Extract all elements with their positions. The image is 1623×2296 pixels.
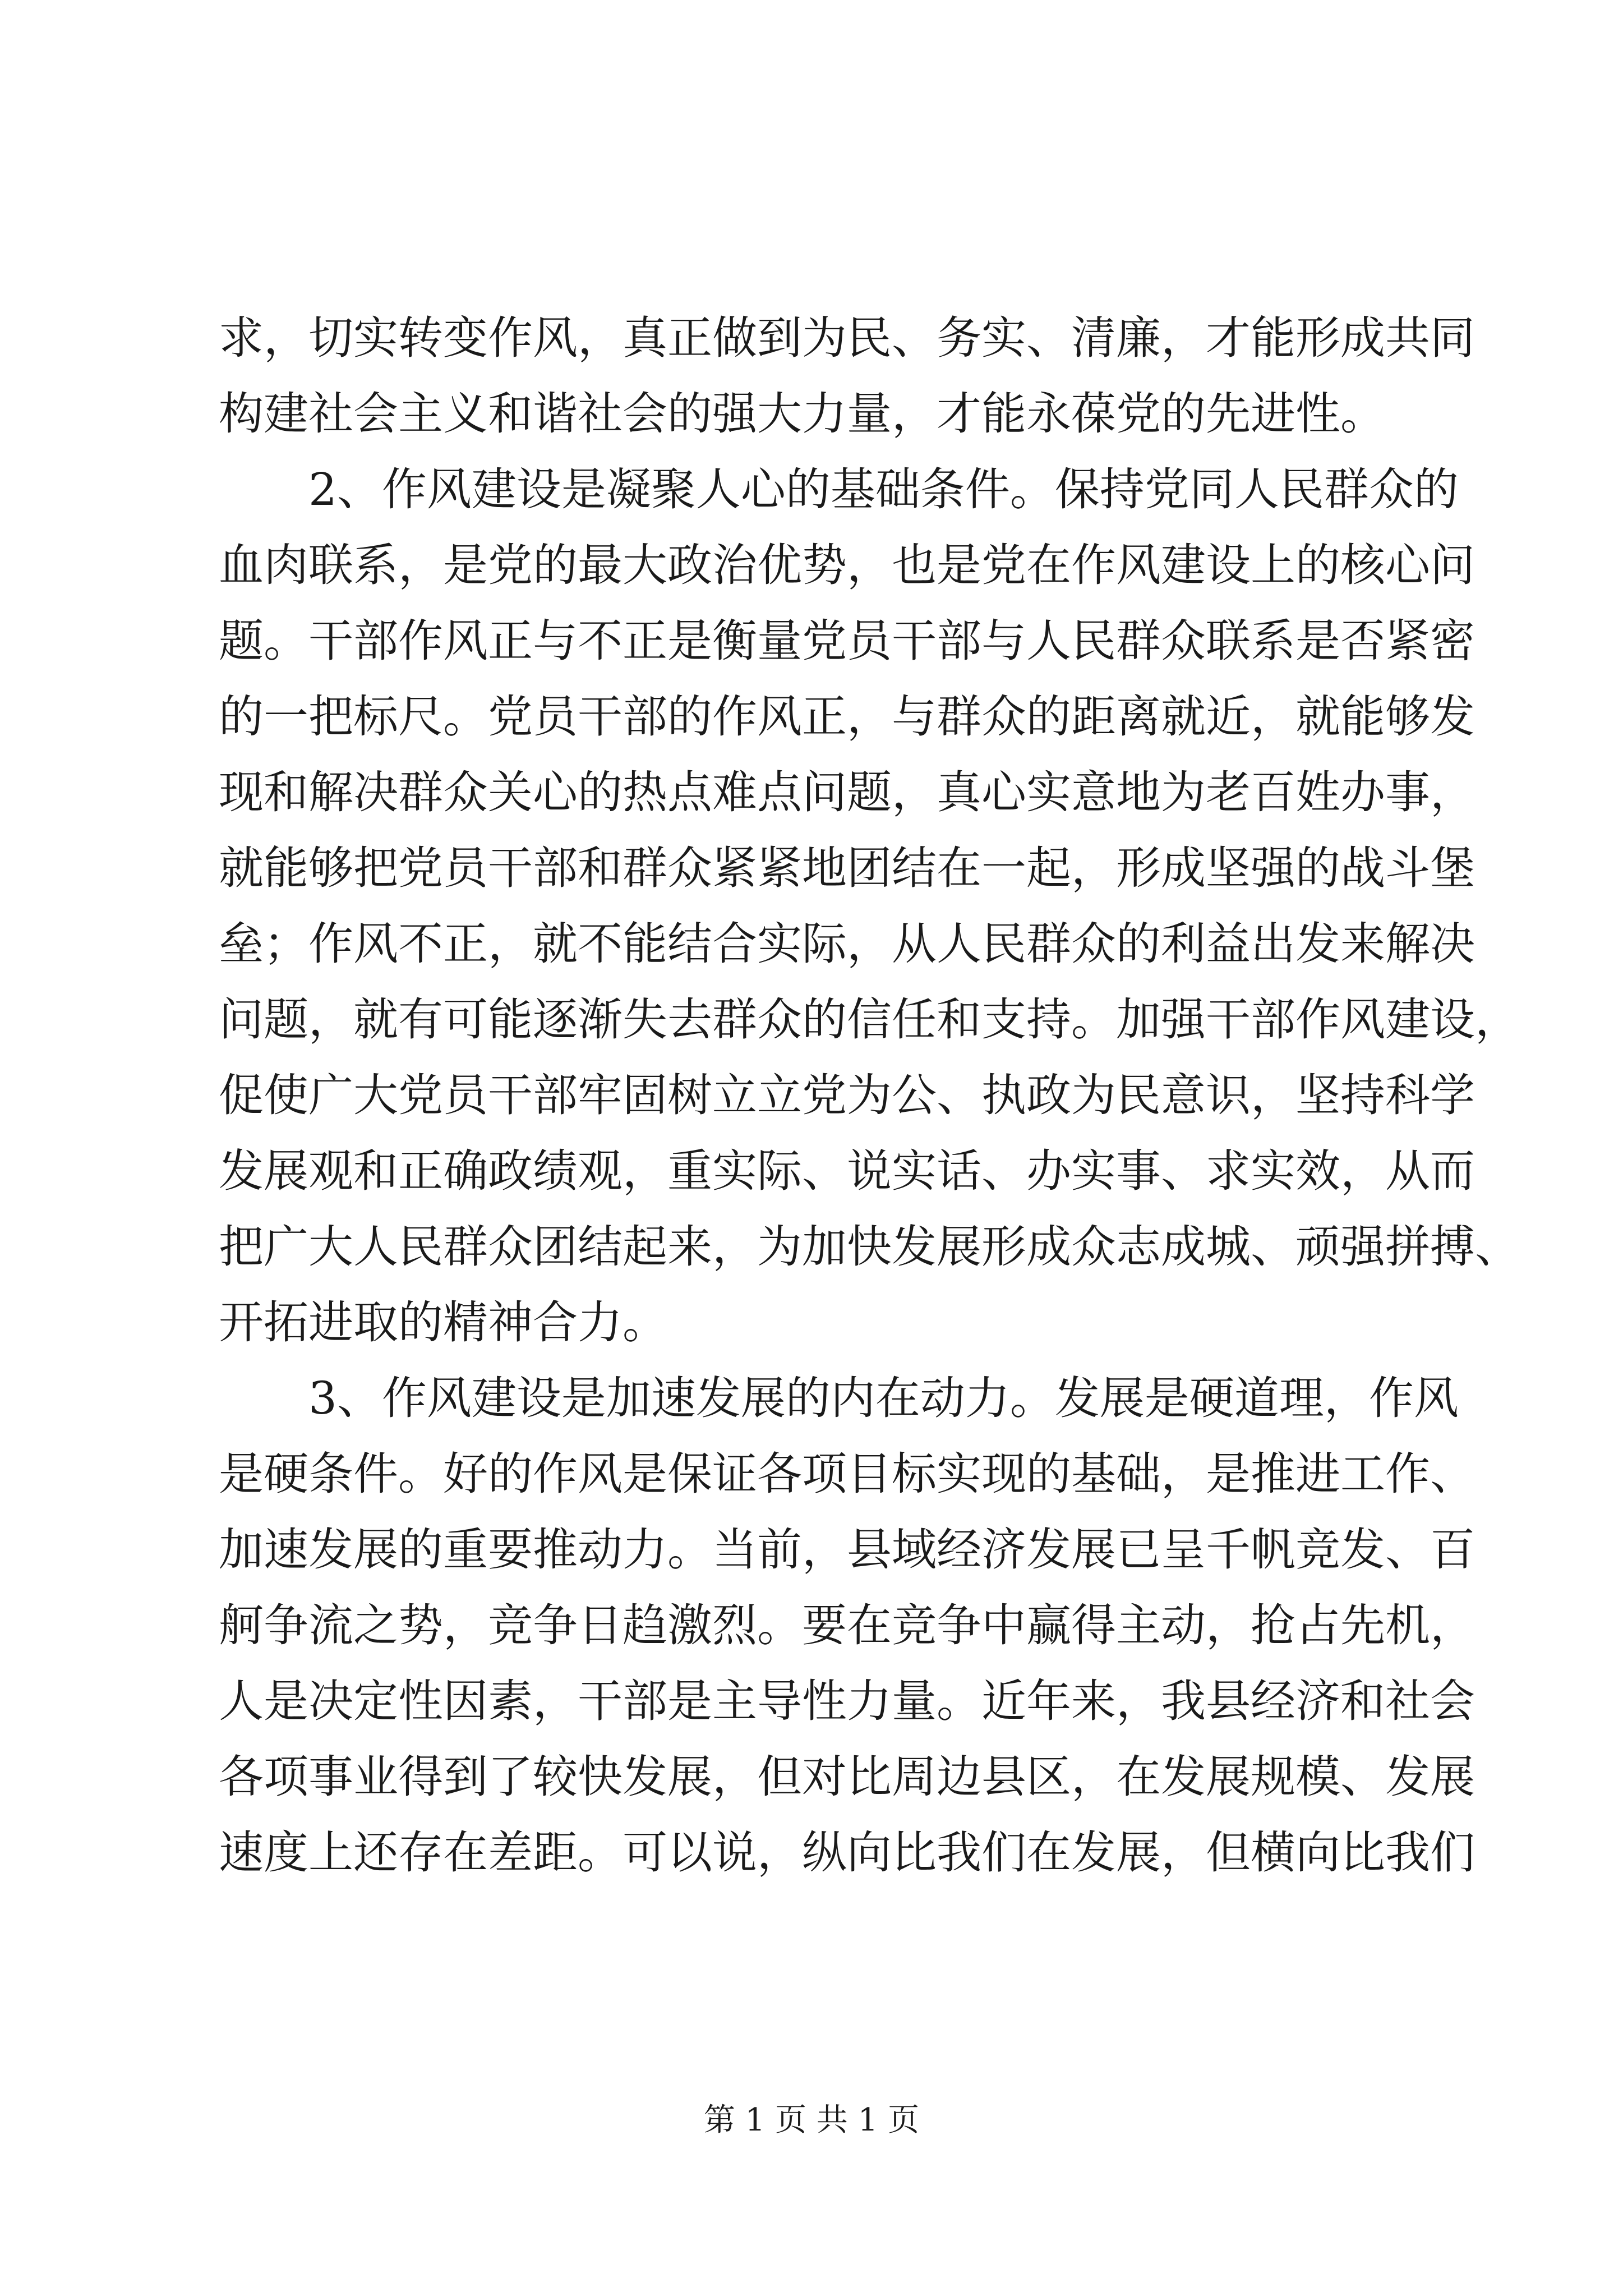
text-line: 舸争流之势，竞争日趋激烈。要在竞争中赢得主动，抢占先机， <box>219 1599 1475 1651</box>
text-line: 现和解决群众关心的热点难点问题，真心实意地为老百姓办事， <box>219 766 1475 818</box>
body-text <box>219 300 1520 1890</box>
text-line: 促使广大党员干部牢固树立立党为公、执政为民意识，坚持科学 <box>219 1069 1475 1121</box>
text-line: 就能够把党员干部和群众紧紧地团结在一起，形成坚强的战斗堡 <box>219 842 1475 894</box>
text-line: 的一把标尺。党员干部的作风正，与群众的距离就近，就能够发 <box>219 691 1475 743</box>
text-line: 求，切实转变作风，真正做到为民、务实、清廉，才能形成共同 <box>219 312 1475 364</box>
text-line: 各项事业得到了较快发展，但对比周边县区，在发展规模、发展 <box>219 1751 1475 1803</box>
text-line: 发展观和正确政绩观，重实际、说实话、办实事、求实效，从而 <box>219 1145 1475 1197</box>
text-line: 题。干部作风正与不正是衡量党员干部与人民群众联系是否紧密 <box>219 615 1475 667</box>
text-line: 人是决定性因素，干部是主导性力量。近年来，我县经济和社会 <box>219 1675 1475 1727</box>
text-line: 3、作风建设是加速发展的内在动力。发展是硬道理，作风 <box>219 1372 1459 1424</box>
text-line: 问题，就有可能逐渐失去群众的信任和支持。加强干部作风建设， <box>219 993 1520 1046</box>
text-line: 加速发展的重要推动力。当前，县域经济发展已呈千帆竞发、百 <box>219 1524 1475 1576</box>
text-line: 把广大人民群众团结起来，为加快发展形成众志成城、顽强拼搏、 <box>219 1221 1520 1273</box>
text-line: 2、作风建设是凝聚人心的基础条件。保持党同人民群众的 <box>219 463 1459 516</box>
text-line: 是硬条件。好的作风是保证各项目标实现的基础，是推进工作、 <box>219 1448 1475 1500</box>
page-footer: 第 1 页 共 1 页 <box>703 2102 920 2138</box>
text-line: 开拓进取的精神合力。 <box>219 1296 667 1349</box>
text-line: 垒；作风不正，就不能结合实际，从人民群众的利益出发来解决 <box>219 918 1475 970</box>
text-line: 构建社会主义和谐社会的强大力量，才能永葆党的先进性。 <box>219 388 1385 440</box>
text-line: 速度上还存在差距。可以说，纵向比我们在发展，但横向比我们 <box>219 1826 1475 1879</box>
text-line: 血肉联系，是党的最大政治优势，也是党在作风建设上的核心问 <box>219 539 1475 591</box>
